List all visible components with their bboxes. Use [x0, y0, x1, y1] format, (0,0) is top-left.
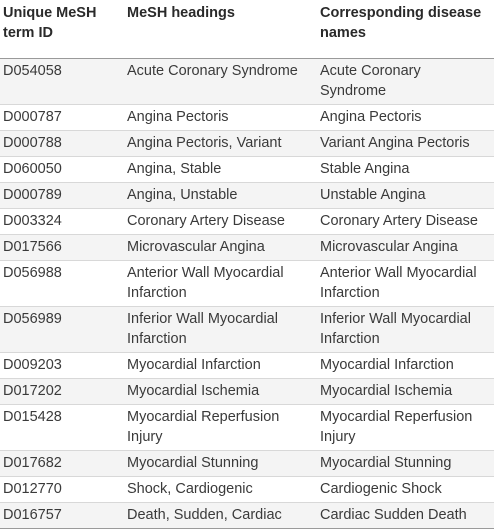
- cell-mesh-id: D017682: [0, 450, 124, 476]
- table-row: [0, 104, 494, 130]
- table-row: [0, 404, 494, 450]
- header-corresponding-disease-names: Corresponding disease names: [317, 0, 494, 58]
- cell-mesh-id: D056988: [0, 260, 124, 306]
- table-row: [0, 208, 494, 234]
- table-row: [0, 352, 494, 378]
- table-row: [0, 58, 494, 104]
- table-row: [0, 306, 494, 352]
- cell-mesh-id: D056989: [0, 306, 124, 352]
- cell-mesh-heading: Myocardial Ischemia: [124, 378, 317, 404]
- table-body: [0, 58, 494, 528]
- table-row: [0, 260, 494, 306]
- cell-disease-name: Coronary Artery Disease: [317, 208, 494, 234]
- table-row: [0, 156, 494, 182]
- cell-disease-name: Inferior Wall Myocardial Infarction: [317, 306, 494, 352]
- cell-mesh-heading: Angina Pectoris: [124, 104, 317, 130]
- table-row: [0, 234, 494, 260]
- table-row: [0, 502, 494, 528]
- cell-mesh-id: D000788: [0, 130, 124, 156]
- cell-mesh-heading: Myocardial Stunning: [124, 450, 317, 476]
- cell-mesh-id: D017566: [0, 234, 124, 260]
- cell-disease-name: Microvascular Angina: [317, 234, 494, 260]
- cell-disease-name: Acute Coronary Syndrome: [317, 58, 494, 104]
- cell-mesh-heading: Death, Sudden, Cardiac: [124, 502, 317, 528]
- cell-disease-name: Unstable Angina: [317, 182, 494, 208]
- cell-disease-name: Myocardial Reperfusion Injury: [317, 404, 494, 450]
- cell-mesh-id: D054058: [0, 58, 124, 104]
- cell-disease-name: Myocardial Stunning: [317, 450, 494, 476]
- cell-disease-name: Stable Angina: [317, 156, 494, 182]
- cell-mesh-heading: Angina, Stable: [124, 156, 317, 182]
- cell-mesh-heading: Acute Coronary Syndrome: [124, 58, 317, 104]
- cell-disease-name: Myocardial Infarction: [317, 352, 494, 378]
- cell-disease-name: Anterior Wall Myocardial Infarction: [317, 260, 494, 306]
- cell-mesh-id: D000789: [0, 182, 124, 208]
- cell-disease-name: Angina Pectoris: [317, 104, 494, 130]
- cell-mesh-heading: Myocardial Infarction: [124, 352, 317, 378]
- cell-mesh-id: D060050: [0, 156, 124, 182]
- cell-disease-name: Cardiac Sudden Death: [317, 502, 494, 528]
- cell-mesh-id: D016757: [0, 502, 124, 528]
- header-unique-mesh-term-id: Unique MeSH term ID: [0, 0, 124, 58]
- header-mesh-headings: MeSH headings: [124, 0, 317, 58]
- table-row: [0, 476, 494, 502]
- cell-mesh-id: D012770: [0, 476, 124, 502]
- cell-mesh-heading: Angina Pectoris, Variant: [124, 130, 317, 156]
- table-row: [0, 182, 494, 208]
- cell-mesh-heading: Anterior Wall Myocardial Infarction: [124, 260, 317, 306]
- cell-mesh-id: D009203: [0, 352, 124, 378]
- cell-mesh-id: D015428: [0, 404, 124, 450]
- cell-mesh-heading: Angina, Unstable: [124, 182, 317, 208]
- cell-mesh-heading: Myocardial Reperfusion Injury: [124, 404, 317, 450]
- cell-mesh-id: D017202: [0, 378, 124, 404]
- cell-mesh-heading: Coronary Artery Disease: [124, 208, 317, 234]
- cell-disease-name: Cardiogenic Shock: [317, 476, 494, 502]
- cell-mesh-heading: Microvascular Angina: [124, 234, 317, 260]
- cell-mesh-heading: Shock, Cardiogenic: [124, 476, 317, 502]
- header-row: [0, 0, 494, 58]
- table-row: [0, 378, 494, 404]
- cell-mesh-id: D003324: [0, 208, 124, 234]
- cell-mesh-heading: Inferior Wall Myocardial Infarction: [124, 306, 317, 352]
- table-header: [0, 0, 494, 58]
- table-row: [0, 450, 494, 476]
- cell-disease-name: Variant Angina Pectoris: [317, 130, 494, 156]
- cell-disease-name: Myocardial Ischemia: [317, 378, 494, 404]
- cell-mesh-id: D000787: [0, 104, 124, 130]
- table-row: [0, 130, 494, 156]
